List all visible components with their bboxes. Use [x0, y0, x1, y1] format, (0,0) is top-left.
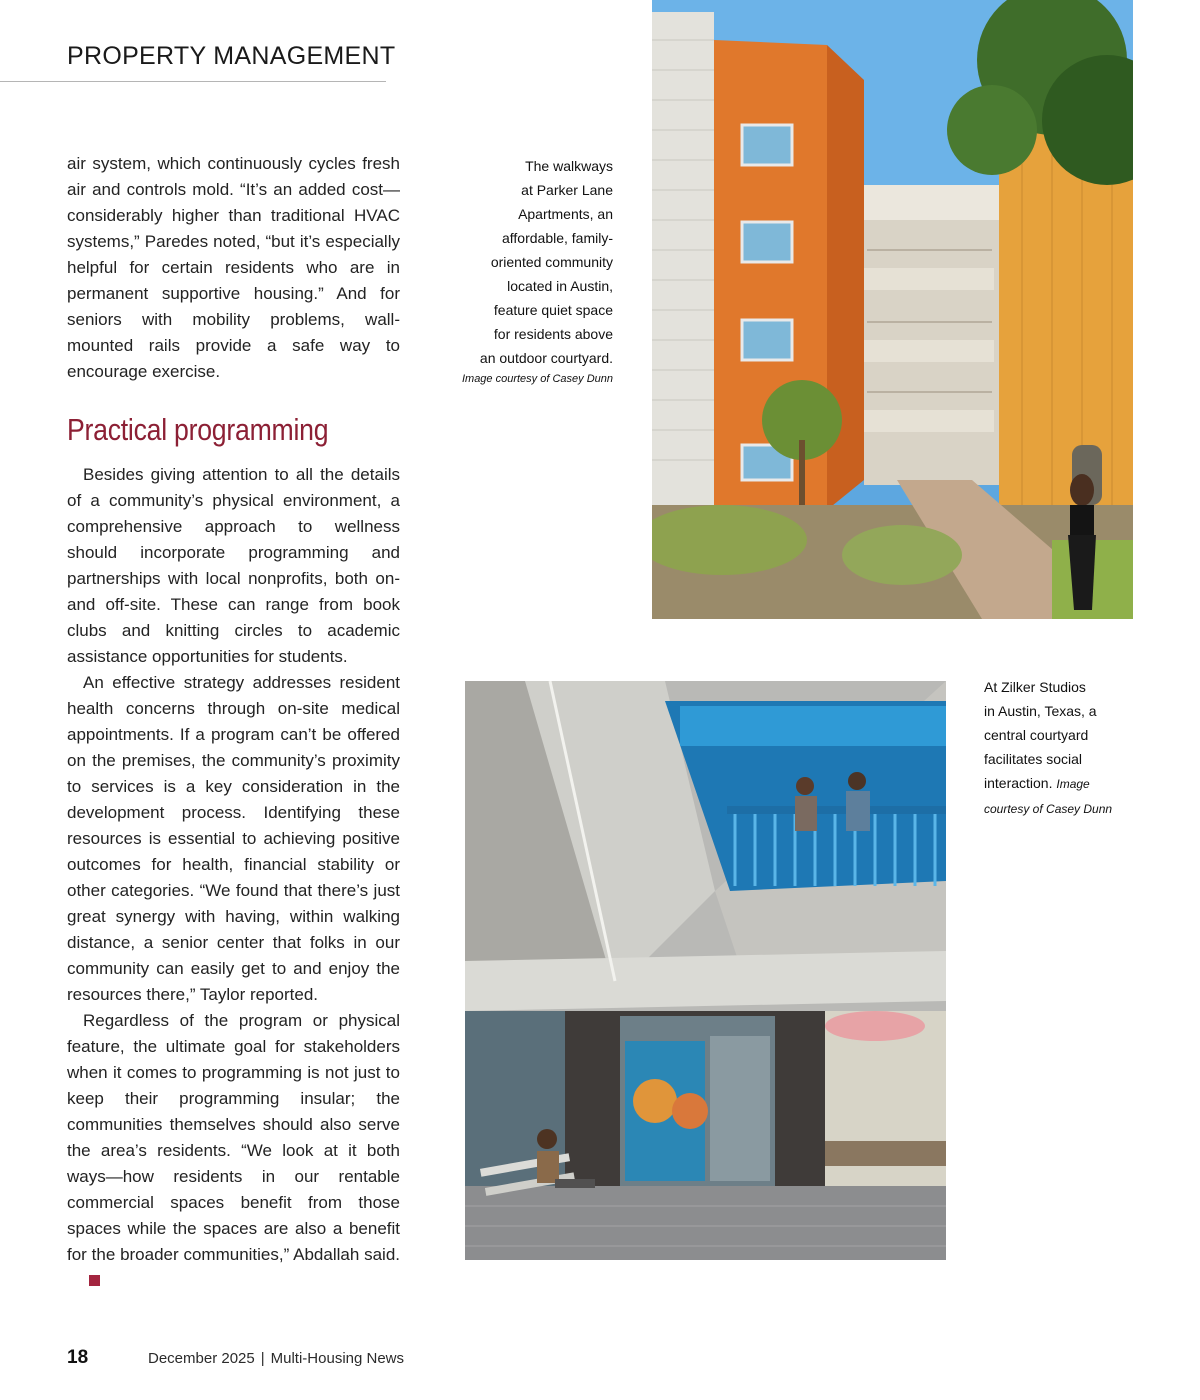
page-number: 18 [67, 1347, 89, 1368]
photo-zilker-studios [465, 681, 946, 1260]
caption-line: for residents above [493, 326, 613, 342]
caption-line: in Austin, Texas, a [984, 703, 1097, 719]
article-column-bottom [67, 462, 400, 1294]
photo-credit: courtesy of Casey Dunn [984, 802, 1113, 816]
footer-separator: | [260, 1350, 265, 1367]
body-paragraph [67, 1008, 400, 1294]
photo1-caption [430, 154, 613, 388]
caption-line: an outdoor courtyard. [479, 350, 613, 366]
publication-name: Multi-Housing News [270, 1350, 405, 1367]
apartment-building-image [652, 0, 1133, 619]
end-of-article-mark [89, 1275, 100, 1286]
caption-line: affordable, family- [501, 230, 613, 246]
article-column-top [67, 151, 400, 385]
header-rule [0, 81, 386, 82]
photo2-caption [984, 675, 1144, 821]
subheading: Practical programming [67, 412, 329, 447]
body-paragraph: An effective strategy addresses resident health concerns through on-site medical appointments. If a program can’t be offered on the premises, the community’s proximity to services is a key consideration in the development process. Identifying these resources is essential to achieving positive outcomes for health, financial stability or other categories. “We found that there’s just great synergy with having, within walking distance, a senior center that folks in our community can easily get to and enjoy the resources there,” Taylor reported. [67, 673, 400, 1004]
caption-line: at Parker Lane [521, 182, 613, 198]
body-paragraph-text: Regardless of the program or physical feature, the ultimate goal for stakeholders when it comes to programming is not just to keep their programming insular; the communities themselves should also serve the area’s residents. “We look at it both ways—how residents in our rentable commercial spaces benefit from those spaces while the spaces are also a benefit for the broader communities,” Abdallah said. [67, 1011, 400, 1264]
continued-paragraph: air system, which continuously cycles fresh air and controls mold. “It’s an added cost—considerably higher than traditional HVAC systems,” Paredes noted, “but it’s especially helpful for certain residents who are in permanent supportive housing.” And for seniors with mobility problems, wall-mounted rails provide a safe way to encourage exercise. [67, 154, 400, 381]
photo-credit: Image courtesy of Casey Dunn [461, 373, 613, 385]
caption-line: The walkways [525, 158, 613, 174]
issue-date: December 2025 [148, 1350, 255, 1367]
caption-line: feature quiet space [493, 302, 613, 318]
photo-parker-lane-apartments [652, 0, 1133, 619]
caption-line: facilitates social [984, 751, 1083, 767]
caption-line: located in Austin, [507, 278, 613, 294]
photo-credit: Image [1056, 777, 1090, 791]
caption-line: At Zilker Studios [984, 679, 1086, 695]
section-header: PROPERTY MANAGEMENT [67, 42, 396, 70]
caption-line: oriented community [490, 254, 613, 270]
caption-line: Apartments, an [518, 206, 613, 222]
caption-line: interaction. [984, 775, 1053, 791]
caption-line: central courtyard [984, 727, 1089, 743]
courtyard-image [465, 681, 946, 1260]
body-paragraph: Besides giving attention to all the details of a community’s physical environment, a comprehensive approach to wellness should incorporate programming and partnerships with local nonprofits, both on- and off-site. These can range from book clubs and knitting circles to academic assistance opportunities for students. [67, 465, 400, 666]
footer-issue-line [148, 1350, 404, 1367]
